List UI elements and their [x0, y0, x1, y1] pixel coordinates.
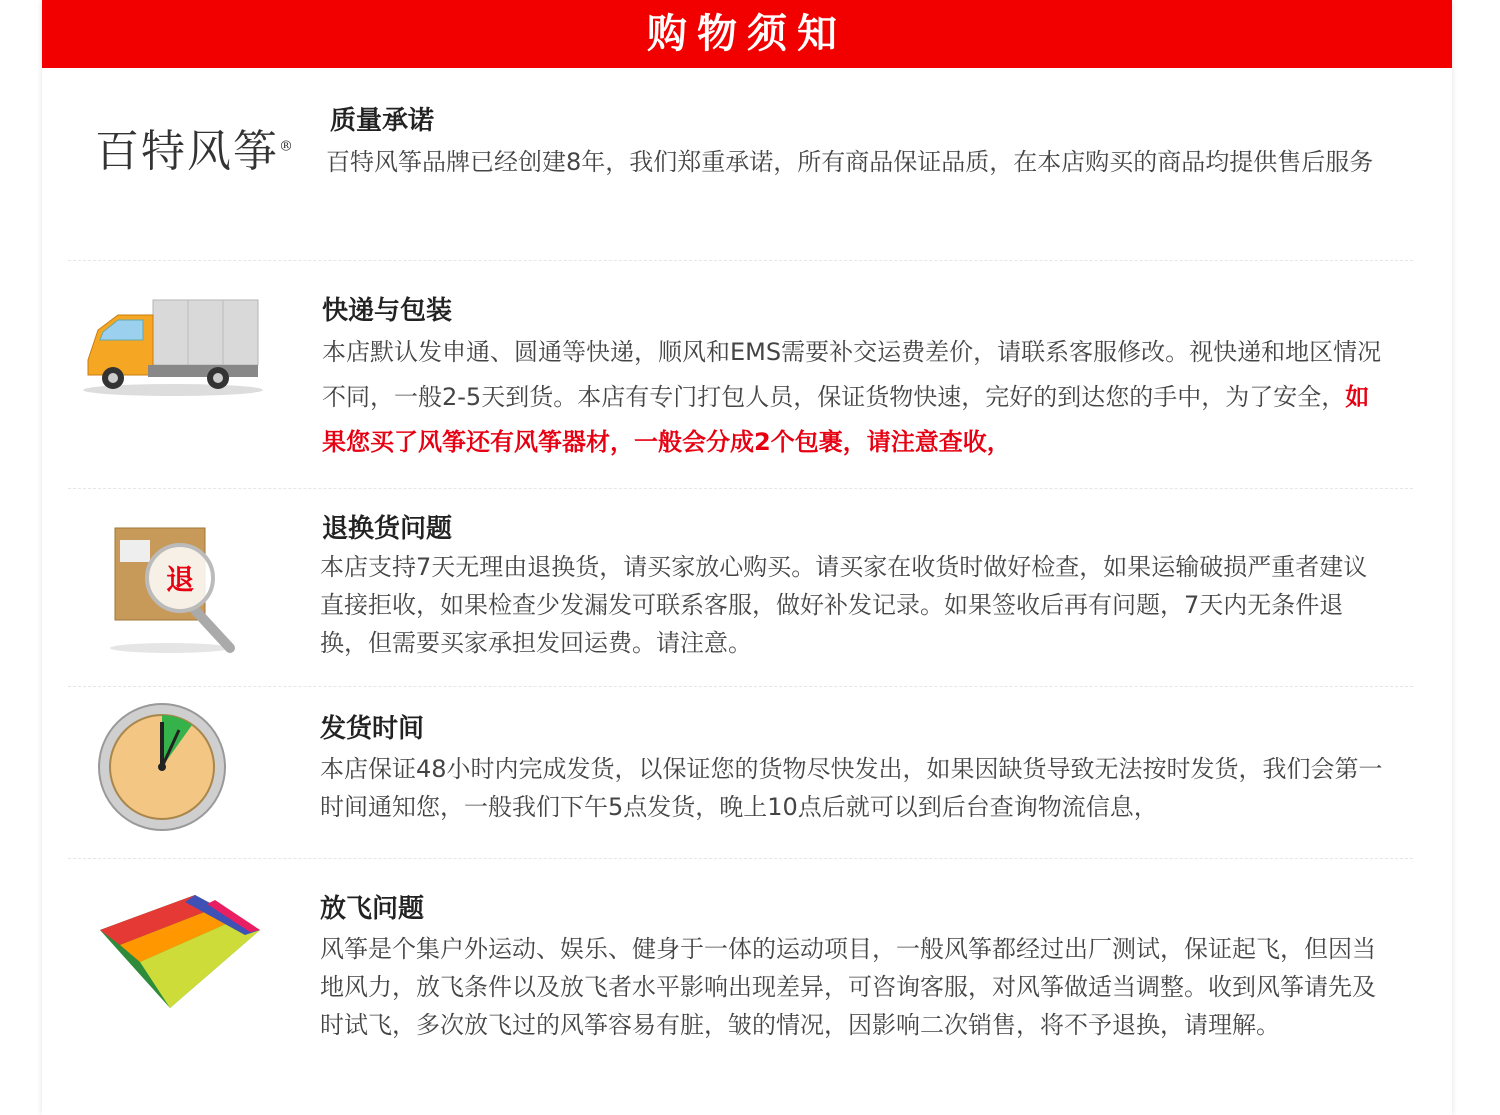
section-title: 快递与包装	[322, 296, 453, 326]
return-box-magnifier-icon	[100, 520, 240, 660]
section-title: 退换货问题	[322, 514, 453, 544]
section-body: 本店支持7天无理由退换货，请买家放心购买。请买家在收货时做好检查，如果运输破损严重者建议直接拒收，如果检查少发漏发可联系客服，做好补发记录。如果签收后再有问题，7天内无条件退换，但需要买家承担发回运费。请注意。	[320, 553, 1368, 657]
section-title: 发货时间	[320, 714, 425, 744]
section-title: 质量承诺	[330, 106, 435, 136]
section-body-text: 本店默认发申通、圆通等快递，顺风和EMS需要补交运费差价，请联系客服修改。视快递和地区情况不同，一般2-5天到货。本店有专门打包人员，保证货物快速，完好的到达您的手中，为了安全，	[322, 338, 1382, 411]
section-title: 放飞问题	[320, 894, 425, 924]
section-body	[322, 330, 1387, 465]
section-body: 风筝是个集户外运动、娱乐、健身于一体的运动项目，一般风筝都经过出厂测试，保证起飞，但因当地风力，放飞条件以及放飞者水平影响出现差异，可咨询客服，对风筝做适当调整。收到风筝请先及时试飞，多次放飞过的风筝容易有脏，皱的情况，因影响二次销售，将不予退换，请理解。	[320, 935, 1376, 1039]
divider	[68, 488, 1413, 489]
section-body: 百特风筝品牌已经创建8年，我们郑重承诺，所有商品保证品质，在本店购买的商品均提供售后服务	[326, 148, 1374, 176]
brand-logo	[95, 115, 295, 179]
registered-mark-icon: ®	[279, 138, 295, 155]
return-badge-text: 退	[165, 563, 195, 596]
clock-icon	[95, 700, 230, 835]
section-highlight-text: 如果您买了风筝还有风筝器材，一般会分成2个包裹，请注意查收，	[322, 383, 1370, 456]
brand-logo-text: 百特风筝	[95, 126, 279, 177]
page-title: 购物须知	[42, 0, 1452, 68]
section-body: 本店保证48小时内完成发货，以保证您的货物尽快发出，如果因缺货导致无法按时发货，我们会第一时间通知您，一般我们下午5点发货，晚上10点后就可以到后台查询物流信息，	[320, 755, 1383, 821]
divider	[68, 260, 1413, 261]
divider	[68, 858, 1413, 859]
truck-icon	[78, 290, 268, 400]
color-grid-icon	[95, 890, 265, 1015]
divider	[68, 686, 1413, 687]
